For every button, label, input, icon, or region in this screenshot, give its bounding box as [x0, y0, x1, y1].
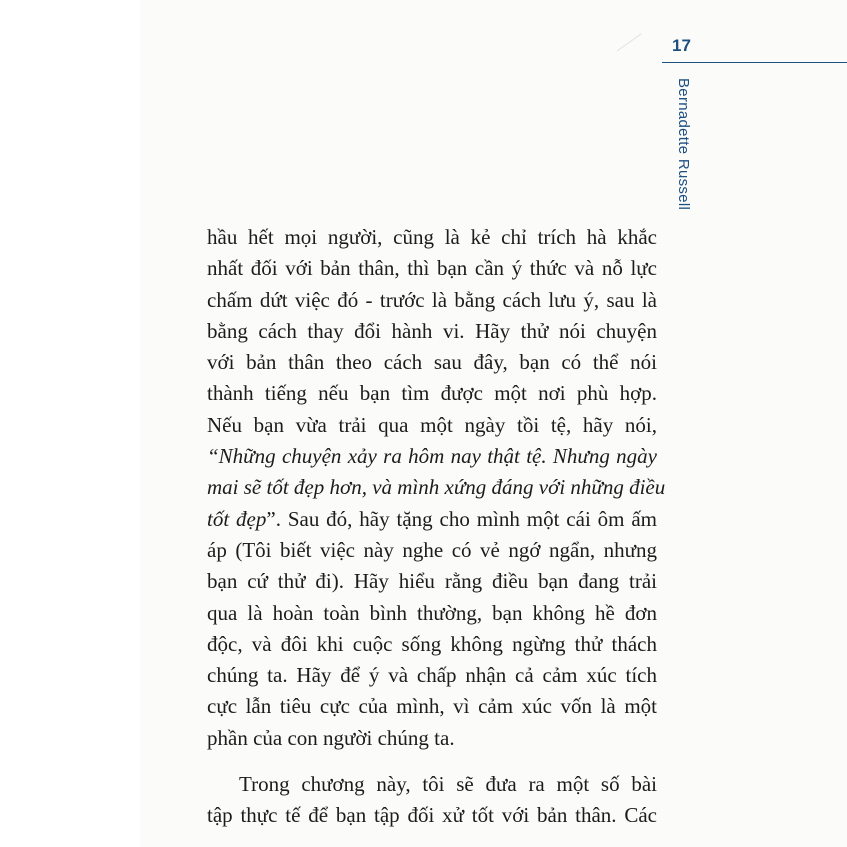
text-line-quote: mai sẽ tốt đẹp hơn, và mình xứng đáng với những điều: [207, 475, 666, 500]
text-line: áp (Tôi biết việc này nghe có vẻ ngớ ngẩn, nhưng: [207, 537, 657, 562]
text-line: bằng cách thay đổi hành vi. Hãy thử nói chuyện: [207, 318, 657, 343]
text-line: hầu hết mọi người, cũng là kẻ chỉ trích hà khắc: [207, 225, 657, 249]
text-line: phần của con người chúng ta.: [207, 725, 455, 750]
text-line: tập thực tế để bạn tập đối xử tốt với bản thân. Các: [207, 803, 657, 828]
text-line: Nếu bạn vừa trải qua một ngày tồi tệ, hãy nói,: [207, 412, 657, 437]
text-line: chúng ta. Hãy để ý và chấp nhận cả cảm xúc tích: [207, 663, 657, 688]
text-line: chấm dứt việc đó - trước là bằng cách lưu ý, sau là: [207, 287, 657, 312]
paragraph-1: [207, 222, 666, 754]
text-line: cực lẫn tiêu cực của mình, vì cảm xúc vốn là một: [207, 694, 657, 719]
text-line: với bản thân theo cách sau đây, bạn có thể nói: [207, 350, 657, 375]
text-line-quote: “Những chuyện xảy ra hôm nay thật tệ. Nhưng ngày: [207, 444, 657, 469]
paragraph-2: [207, 769, 657, 832]
text-line: nhất đối với bản thân, thì bạn cần ý thức và nỗ lực: [207, 256, 657, 281]
text-line: qua là hoàn toàn bình thường, bạn không hề đơn: [207, 600, 657, 625]
text-line: Trong chương này, tôi sẽ đưa ra một số bài: [239, 772, 657, 797]
running-head-author: Bernadette Russell: [675, 78, 692, 211]
page-number: 17: [672, 36, 691, 55]
text-line: thành tiếng nếu bạn tìm được một nơi phù hợp.: [207, 381, 657, 406]
quote-end-rest: ”. Sau đó, hãy tặng cho mình một cái ôm ấm: [266, 506, 658, 531]
text-line: độc, và đôi khi cuộc sống không ngừng thử thách: [207, 631, 657, 656]
header-rule: [662, 62, 847, 63]
body-text: [207, 222, 666, 832]
text-line: bạn cứ thử đi). Hãy hiểu rằng điều bạn đang trải: [207, 569, 657, 594]
text-line-mixed: [207, 504, 657, 535]
quote-end-italic: tốt đẹp: [207, 506, 267, 531]
